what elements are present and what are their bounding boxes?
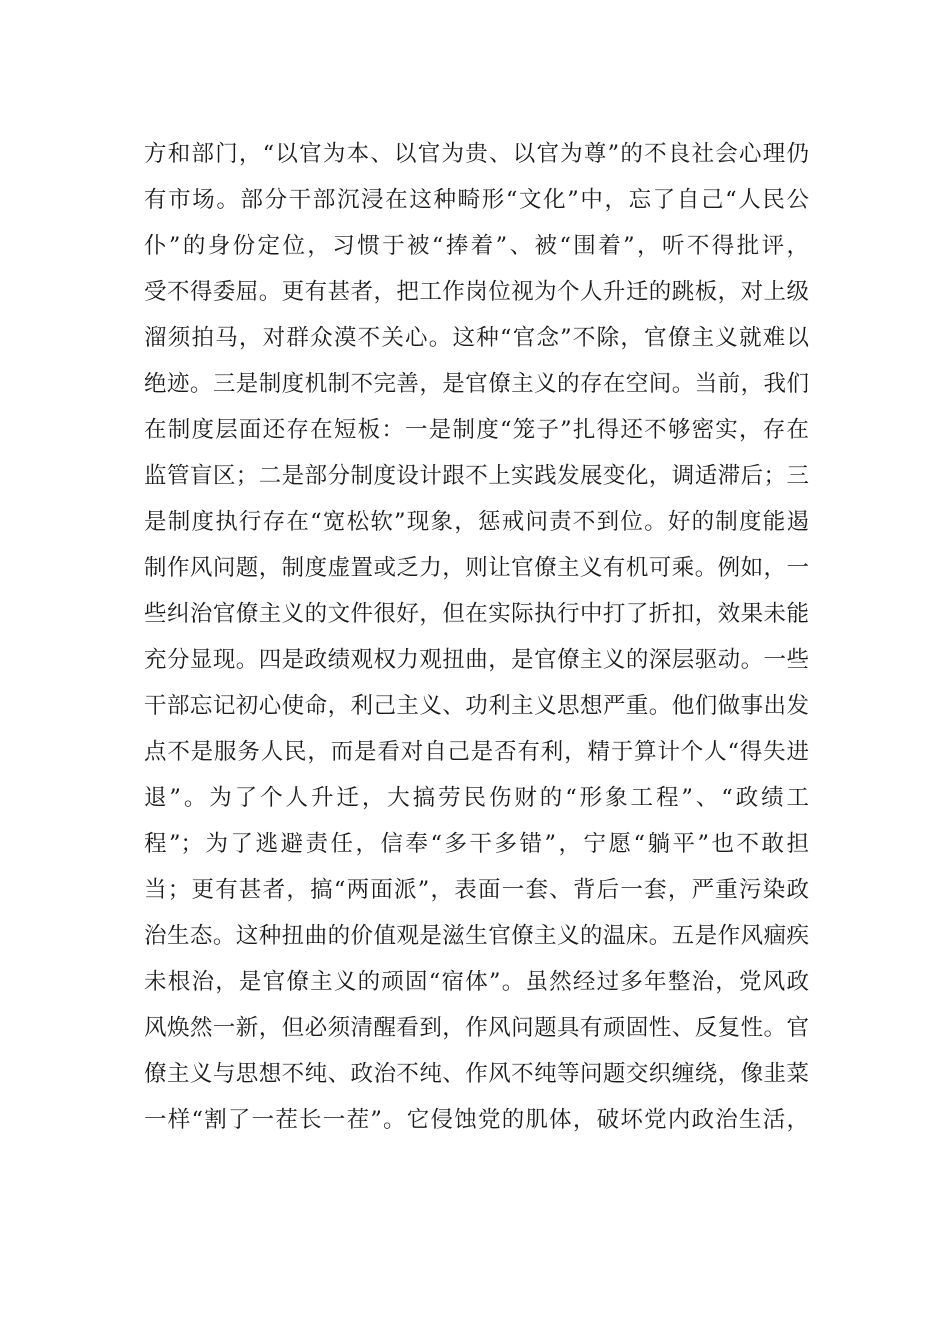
- body-paragraph: [144, 131, 809, 1143]
- text-line: 仆”的身份定位，习惯于被“捧着”、被“围着”，听不得批评，: [144, 233, 809, 259]
- text-line: 是制度执行存在“宽松软”现象，惩戒问责不到位。好的制度能遏: [144, 509, 809, 535]
- text-line: 在制度层面还存在短板：一是制度“笼子”扎得还不够密实，存在: [144, 417, 809, 443]
- text-line: 程”；为了逃避责任，信奉“多干多错”，宁愿“躺平”也不敢担: [144, 831, 809, 857]
- text-line: 干部忘记初心使命，利己主义、功利主义思想严重。他们做事出发: [144, 693, 809, 719]
- text-line: 方和部门，“以官为本、以官为贵、以官为尊”的不良社会心理仍: [144, 141, 809, 167]
- text-line: 充分显现。四是政绩观权力观扭曲，是官僚主义的深层驱动。一些: [144, 647, 809, 673]
- text-line: 溜须拍马，对群众漠不关心。这种“官念”不除，官僚主义就难以: [144, 325, 809, 351]
- text-line: 退”。为了个人升迁，大搞劳民伤财的“形象工程”、“政绩工: [144, 785, 809, 811]
- text-line: 受不得委屈。更有甚者，把工作岗位视为个人升迁的跳板，对上级: [144, 279, 809, 305]
- text-line: 制作风问题，制度虚置或乏力，则让官僚主义有机可乘。例如，一: [144, 555, 809, 581]
- text-line: 未根治，是官僚主义的顽固“宿体”。虽然经过多年整治，党风政: [144, 969, 809, 995]
- text-line: 绝迹。三是制度机制不完善，是官僚主义的存在空间。当前，我们: [144, 371, 809, 397]
- text-line: 有市场。部分干部沉浸在这种畸形“文化”中，忘了自己“人民公: [144, 187, 809, 213]
- text-line: 一样“割了一茬长一茬”。它侵蚀党的肌体，破坏党内政治生活，: [144, 1107, 809, 1133]
- text-line: 风焕然一新，但必须清醒看到，作风问题具有顽固性、反复性。官: [144, 1015, 809, 1041]
- text-line: 僚主义与思想不纯、政治不纯、作风不纯等问题交织缠绕，像韭菜: [144, 1061, 809, 1087]
- text-line: 些纠治官僚主义的文件很好，但在实际执行中打了折扣，效果未能: [144, 601, 809, 627]
- text-line: 监管盲区；二是部分制度设计跟不上实践发展变化，调适滞后；三: [144, 463, 809, 489]
- text-line: 当；更有甚者，搞“两面派”，表面一套、背后一套，严重污染政: [144, 877, 809, 903]
- text-line: 治生态。这种扭曲的价值观是滋生官僚主义的温床。五是作风痼疾: [144, 923, 809, 949]
- text-line: 点不是服务人民，而是看对自己是否有利，精于算计个人“得失进: [144, 739, 809, 765]
